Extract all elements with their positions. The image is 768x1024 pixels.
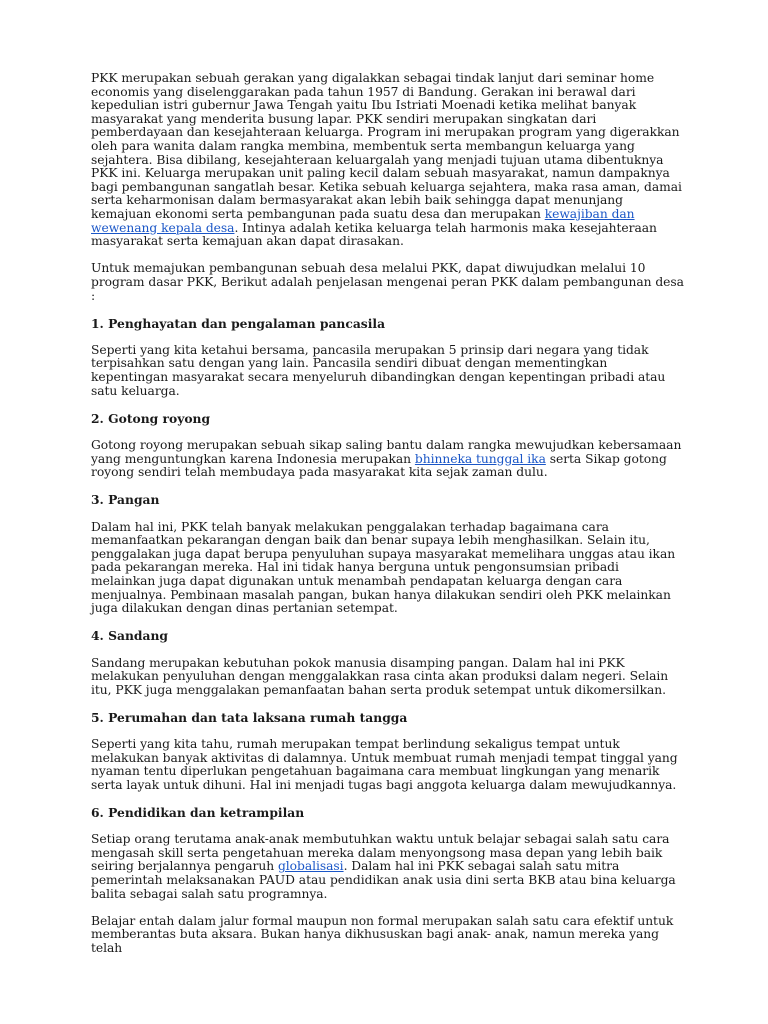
section-heading-sandang: 4. Sandang [91,628,169,644]
section-body-pancasila: Seperti yang kita ketahui bersama, pancasila merupakan 5 prinsip dari negara yang tidak terpisahkan satu dengan yang lain. Pancasila sendiri dibuat dengan mementingkan kepentingan masyarakat secara menyeluruh dibandingkan dengan kepentingan pribadi atau satu keluarga. [91,342,666,398]
program-intro-paragraph: Untuk memajukan pembangunan sebuah desa melalui PKK, dapat diwujudkan melalui 10 program dasar PKK, Berikut adalah penjelasan mengenai peran PKK dalam pembangunan desa : [91,261,684,303]
section-body-perumahan: Seperti yang kita tahu, rumah merupakan tempat berlindung sekaligus tempat untuk melakukan banyak aktivitas di dalamnya. Untuk membuat rumah menjadi tempat tinggal yang nyaman tentu diperlukan pengetahuan bagaimana cara membuat lingkungan yang menarik serta layak untuk dihuni. Hal ini menjadi tugas bagi anggota keluarga dalam mewujudkannya. [91,737,678,792]
section-body-pendidikan-2: Belajar entah dalam jalur formal maupun non formal merupakan salah satu cara efektif untuk memberantas buta aksara. Bukan hanya dikhususkan bagi anak- anak, namun mereka yang telah [91,913,674,955]
section-body-sandang: Sandang merupakan kebutuhan pokok manusia disamping pangan. Dalam hal ini PKK melakukan penyuluhan dengan menggalakkan rasa cinta akan produksi dalam negeri. Selain itu, PKK juga menggalakan pemanfaatan bahan serta produk setempat untuk dikomersilkan. [91,655,669,697]
intro-text: PKK merupakan sebuah gerakan yang digalakkan sebagai tindak lanjut dari seminar home economis yang diselenggarakan pada tahun 1957 di Bandung. Gerakan ini berawal dari kepedulian istri gubernur Jawa Tengah yaitu Ibu Istriati Moenadi ketika melihat banyak masyarakat yang menderita busung lapar. PKK sendiri merupakan singkatan dari pemberdayaan dan kesejahteraan keluarga. Program ini merupakan program yang digerakkan oleh para wanita dalam rangka membina, membentuk serta membangun keluarga yang sejahtera. Bisa dibilang, kesejahteraan keluargalah yang menjadi tujuan utama dibentuknya PKK ini. Keluarga merupakan unit paling kecil dalam sebuah masyarakat, namun dampaknya bagi pembangunan sangatlah besar. Ketika sebuah keluarga sejahtera, maka rasa aman, damai serta keharmonisan dalam bermasyarakat akan lebih baik sehingga dapat menunjang kemajuan ekonomi serta pembangunan pada suatu desa dan merupakan [91,71,682,221]
link-bhinneka-tunggal-ika[interactable]: bhinneka tunggal ika [414,451,546,466]
section-heading-gotong-royong: 2. Gotong royong [91,410,211,426]
gotong-royong-text-end: serta Sikap gotong royong sendiri telah membudaya pada masyarakat kita sejak zaman dulu. [91,451,667,480]
section-heading-perumahan: 5. Perumahan dan tata laksana rumah tangga [91,709,408,725]
intro-paragraph [91,72,684,249]
section-body-pangan: Dalam hal ini, PKK telah banyak melakukan penggalakan terhadap bagaimana cara memanfaatkan pekarangan dengan baik dan benar supaya lebih menghasilkan. Selain itu, penggalakan juga dapat berupa penyuluhan supaya masyarakat memelihara unggas atau ikan pada pekarangan mereka. Hal ini tidak hanya berguna untuk pengonsumsian pribadi melainkan juga dapat digunakan untuk menambah pendapatan keluarga dengan cara menjualnya. Pembinaan masalah pangan, bukan hanya dilakukan sendiri oleh PKK melainkan juga dilakukan dengan dinas pertanian setempat. [91,519,676,616]
section-body-gotong-royong [91,439,684,480]
intro-text-end: . Intinya adalah ketika keluarga telah harmonis maka kesejahteraan masyarakat serta kemajuan akan dapat dirasakan. [91,220,657,249]
gotong-royong-text: Gotong royong merupakan sebuah sikap saling bantu dalam rangka mewujudkan kebersamaan yang menguntungkan karena Indonesia merupakan [91,438,682,466]
section-heading-pangan: 3. Pangan [91,492,160,508]
link-globalisasi[interactable]: globalisasi [277,859,344,874]
pendidikan-text-end: . Dalam hal ini PKK sebagai salah satu mitra pemerintah melaksanakan PAUD atau pendidikan anak usia dini serta BKB atau bina keluarga balita sebagai salah satu programnya. [91,859,676,901]
link-kewajiban-kepala-desa[interactable]: kewajiban dan wewenang kepala desa [91,206,635,235]
section-body-pendidikan [91,833,684,901]
section-heading-pancasila: 1. Penghayatan dan pengalaman pancasila [91,315,386,331]
section-heading-pendidikan: 6. Pendidikan dan ketrampilan [91,805,305,821]
pendidikan-text: Setiap orang terutama anak-anak membutuhkan waktu untuk belajar sebagai salah satu cara mengasah skill serta pengetahuan mereka dalam menyongsong masa depan yang lebih baik seiring berjalannya pengaruh [91,832,670,874]
